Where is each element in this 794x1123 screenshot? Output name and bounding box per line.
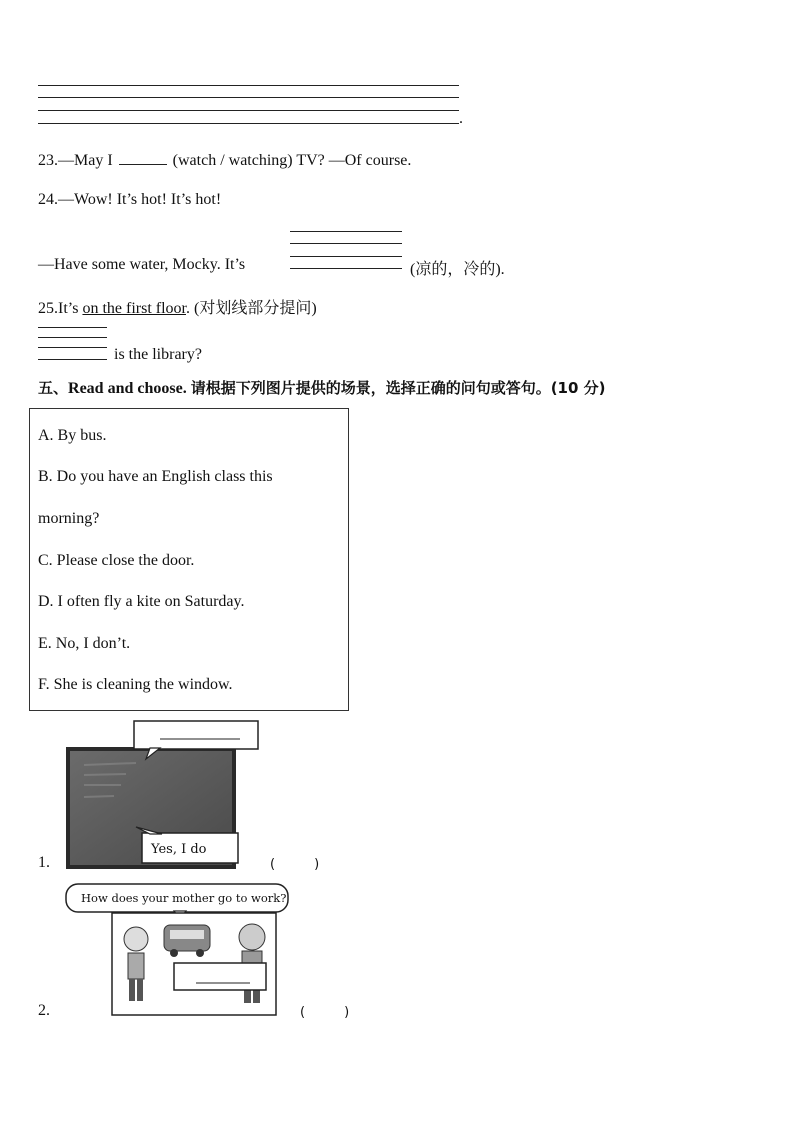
option-b: B. Do you have an English class this (38, 468, 273, 485)
period-mark: . (459, 110, 463, 127)
picture-1-number: 1. (38, 854, 50, 871)
q23-blank[interactable] (119, 150, 167, 165)
q23-prefix: 23.—May I (38, 152, 113, 169)
q25-suffix: . (对划线部分提问) (186, 300, 317, 317)
option-a: A. By bus. (38, 427, 107, 444)
q25-prefix: 25.It’s (38, 300, 83, 317)
section-5-title-en: Read and choose. (68, 380, 187, 397)
q24-hint: (凉的，冷的). (410, 261, 505, 278)
picture-1-answer-paren[interactable]: ( ) (270, 857, 320, 872)
question-23 (38, 150, 411, 170)
section-5-title (38, 377, 606, 398)
q24-line2-prefix: —Have some water, Mocky. It’s (38, 256, 246, 273)
option-e: E. No, I don’t. (38, 635, 131, 652)
question-25 (38, 295, 317, 318)
option-b-cont: morning? (38, 510, 100, 527)
option-d: D. I often fly a kite on Saturday. (38, 593, 245, 610)
q24-line2-suffix (410, 256, 505, 279)
options-box (29, 408, 349, 711)
picture-2-number: 2. (38, 1002, 50, 1019)
picture-2-answer-paren[interactable]: ( ) (300, 1005, 350, 1020)
q25-underlined: on the first floor (82, 300, 186, 317)
question-24-line1: 24.—Wow! It’s hot! It’s hot! (38, 191, 222, 208)
option-f: F. She is cleaning the window. (38, 676, 233, 693)
option-c: C. Please close the door. (38, 552, 195, 569)
picture-2-bubble-text: How does your mother go to work? (81, 891, 287, 905)
q23-suffix: (watch / watching) TV? —Of course. (172, 152, 412, 169)
section-5-title-cn: 请根据下列图片提供的场景，选择正确的问句或答句。(10 分) (190, 379, 606, 397)
picture-1-bubble-text: Yes, I do (151, 842, 207, 857)
section-5-number: 五、 (38, 379, 69, 397)
q25-answer-tail: is the library? (114, 346, 202, 363)
